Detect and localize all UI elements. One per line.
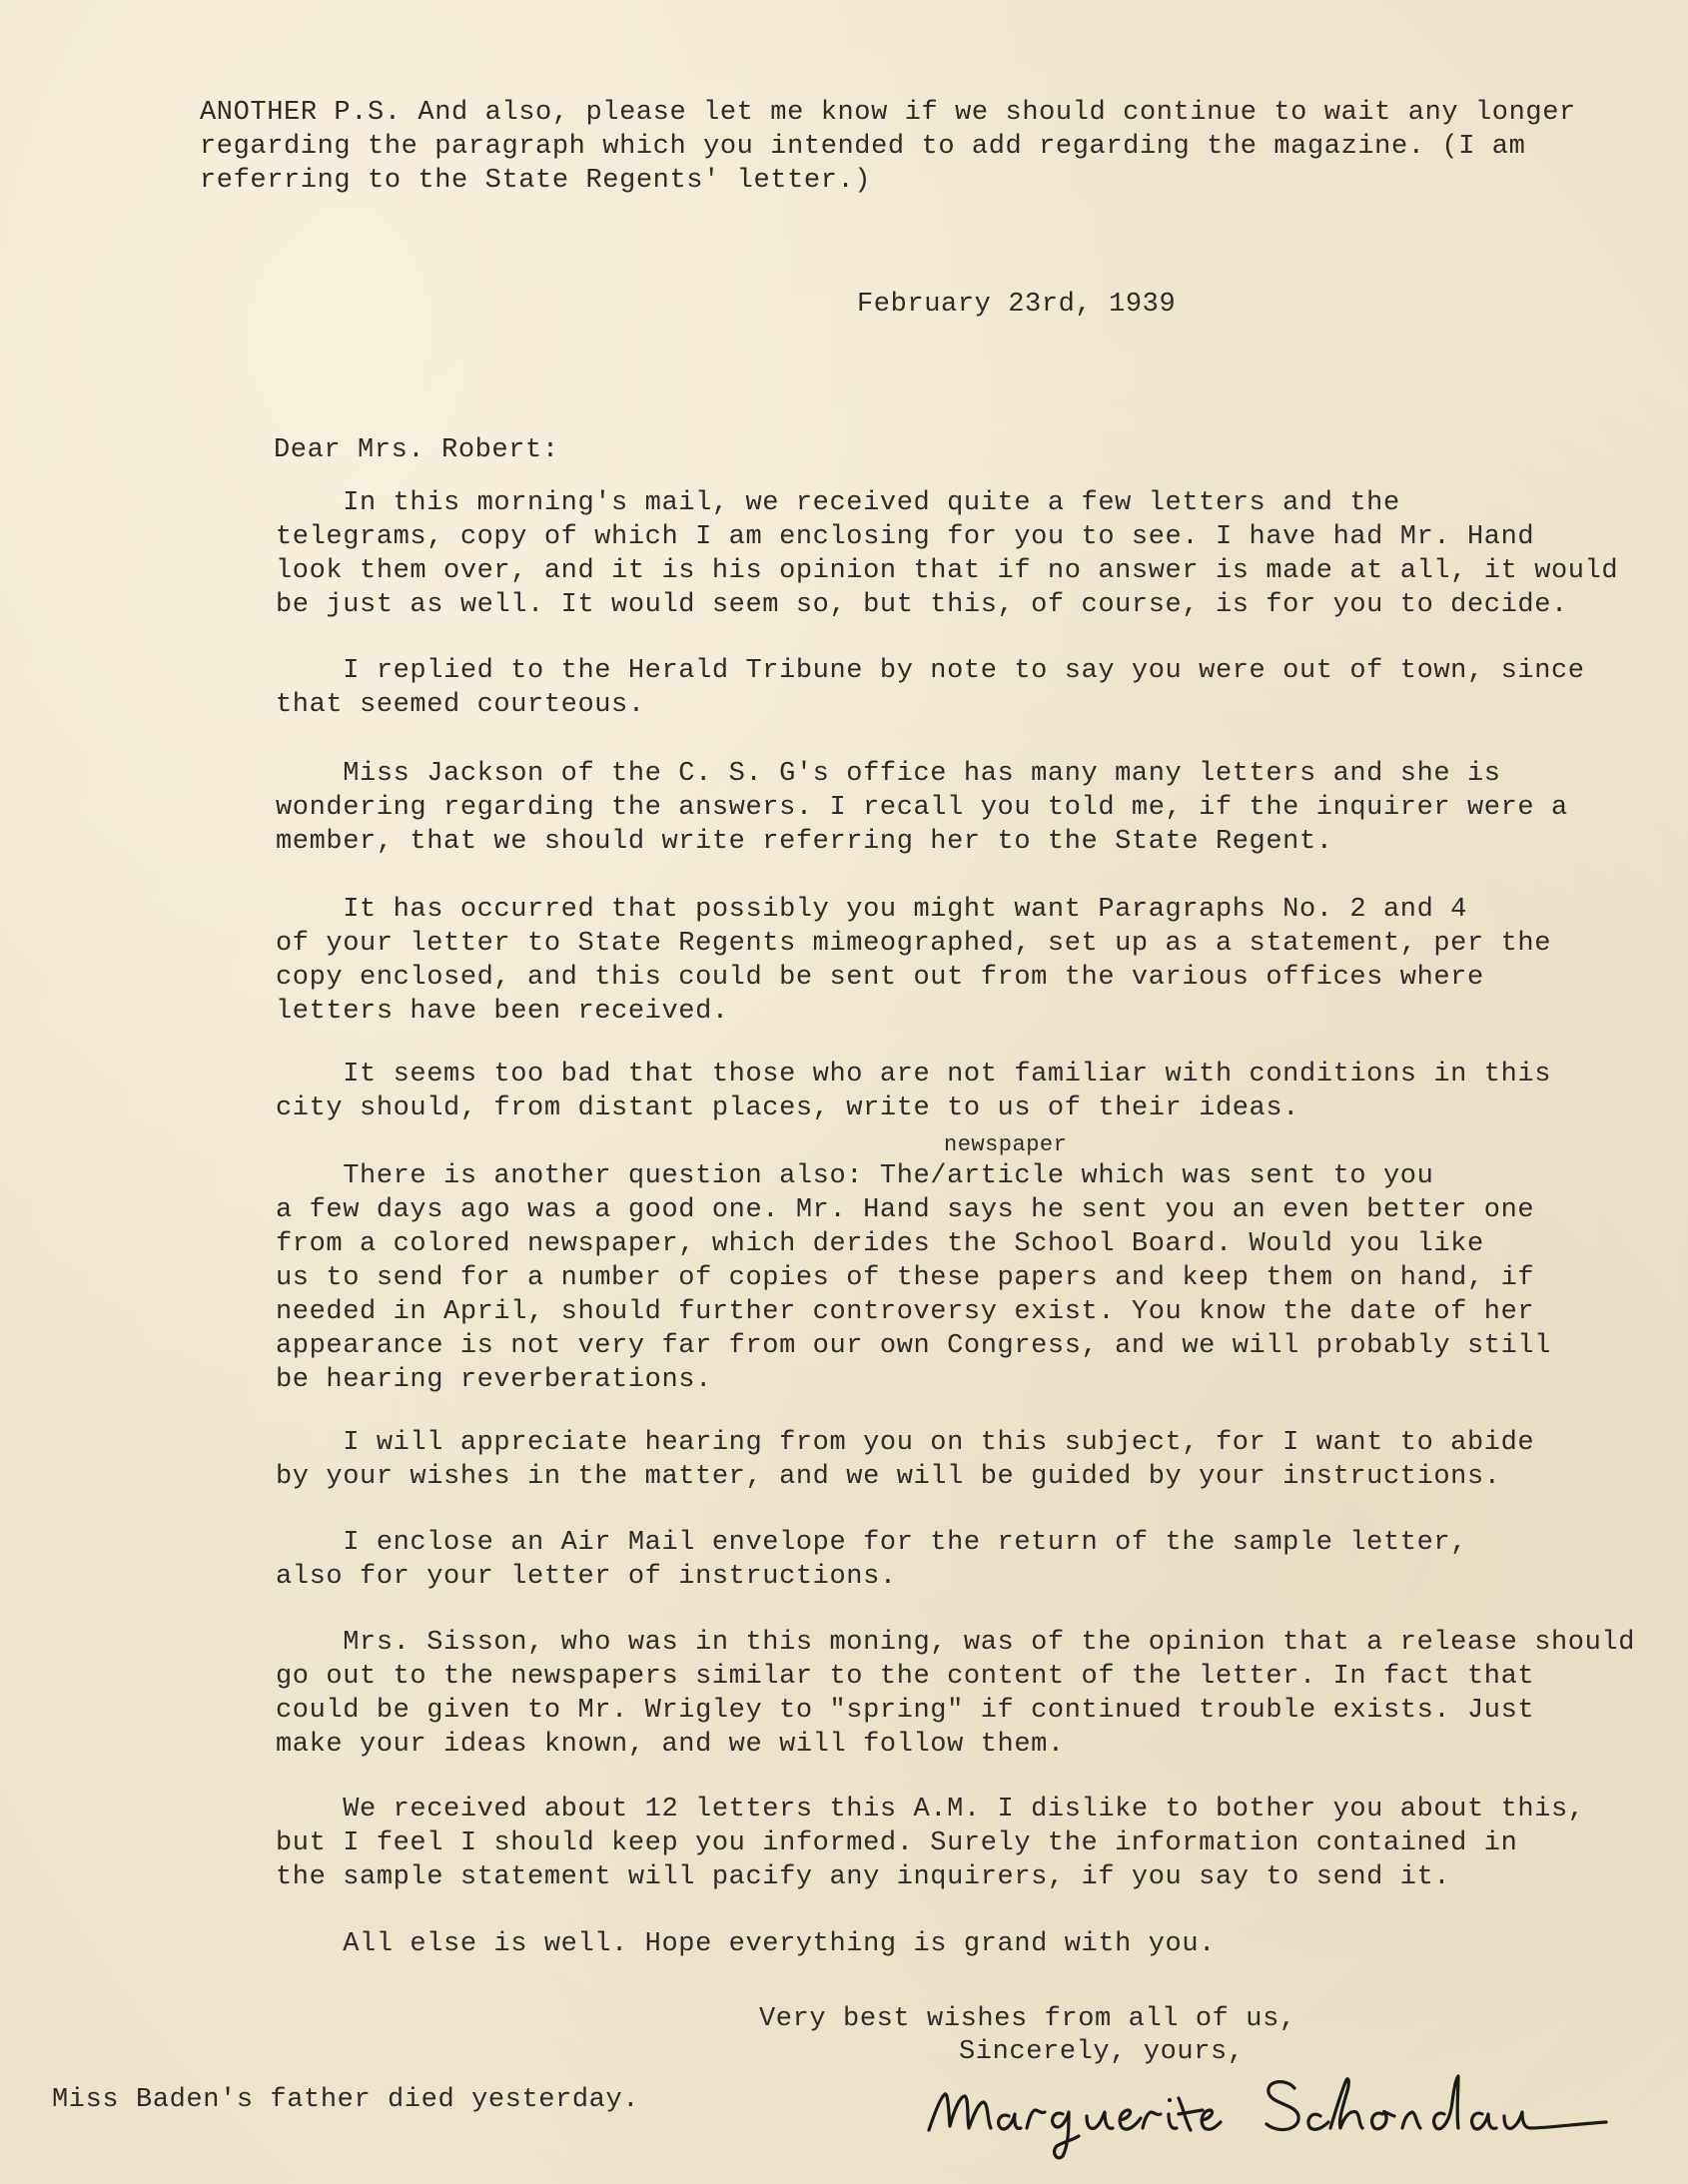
paragraph-line: Miss Jackson of the C. S. G's office has many many letters and she is [276,759,1501,789]
paragraph-line: needed in April, should further controversy exist. You know the date of her [276,1297,1535,1327]
paragraph-line: appearance is not very far from our own Congress, and we will probably still [276,1331,1551,1361]
paragraph-line: make your ideas known, and we will follow them. [276,1730,1065,1760]
closing-line: Very best wishes from all of us, [759,2004,1296,2034]
paragraph-line: It seems too bad that those who are not familiar with conditions in this [276,1060,1551,1090]
paragraph-line: of your letter to State Regents mimeographed, set up as a statement, per the [276,929,1551,959]
paragraph-line: wondering regarding the answers. I recall you told me, if the inquirer were a [276,793,1568,823]
paragraph-line: It has occurred that possibly you might want Paragraphs No. 2 and 4 [276,895,1467,925]
paragraph-line: from a colored newspaper, which derides the School Board. Would you like [276,1229,1484,1259]
paragraph-9 [276,1626,1635,1762]
salutation: Dear Mrs. Robert: [274,435,559,465]
paragraph-line: that seemed courteous. [276,690,645,720]
paragraph-line: member, that we should write referring her to the State Regent. [276,827,1333,857]
paragraph-line: In this morning's mail, we received quite a few letters and the [276,488,1400,518]
paragraph-line: could be given to Mr. Wrigley to "spring" if continued trouble exists. Just [276,1696,1535,1726]
paragraph-line: I replied to the Herald Tribune by note to say you were out of town, since [276,656,1585,686]
complimentary-close: Sincerely, yours, [959,2037,1245,2067]
paragraph-line: copy enclosed, and this could be sent out from the various offices where [276,963,1484,993]
paragraph-line: I will appreciate hearing from you on this subject, for I want to abide [276,1428,1535,1458]
paragraph-line: We received about 12 letters this A.M. I dislike to bother you about this, [276,1795,1585,1824]
paragraph-5 [276,1058,1551,1125]
paragraph-7 [276,1426,1534,1494]
paragraph-11 [276,1927,1216,1961]
paragraph-line: All else is well. Hope everything is grand with you. [276,1929,1216,1959]
paragraph-line: also for your letter of instructions. [276,1562,897,1592]
paragraph-1 [276,486,1618,622]
paragraph-line: the sample statement will pacify any inquirers, if you say to send it. [276,1862,1451,1892]
paragraph-line: Mrs. Sisson, who was in this moning, was of the opinion that a release should [276,1628,1636,1658]
paragraph-4 [276,893,1551,1029]
paragraph-6 [276,1159,1551,1397]
paragraph-line: but I feel I should keep you informed. Surely the information contained in [276,1828,1518,1858]
paragraph-line: I enclose an Air Mail envelope for the return of the sample letter, [276,1528,1467,1558]
paragraph-line: city should, from distant places, write to us of their ideas. [276,1093,1299,1123]
ps-line-1: ANOTHER P.S. And also, please let me know if we should continue to wait any longer [200,98,1576,128]
paragraph-line: a few days ago was a good one. Mr. Hand says he sent you an even better one [276,1195,1535,1225]
paragraph-10 [276,1793,1585,1894]
paragraph-line: us to send for a number of copies of these papers and keep them on hand, if [276,1263,1535,1293]
paragraph-line: go out to the newspapers similar to the content of the letter. In fact that [276,1662,1535,1692]
paragraph-line: by your wishes in the matter, and we will be guided by your instructions. [276,1462,1501,1492]
paragraph-line: letters have been received. [276,997,729,1027]
paragraph-line: telegrams, copy of which I am enclosing for you to see. I have had Mr. Hand [276,522,1535,552]
handwritten-signature [917,2052,1616,2162]
paragraph-2 [276,654,1585,722]
paragraph-line: be just as well. It would seem so, but this, of course, is for you to decide. [276,590,1568,620]
paragraph-line: There is another question also: The/article which was sent to you [276,1161,1434,1191]
handwritten-insert-word: newspaper [944,1132,1068,1157]
ps-line-3: referring to the State Regents' letter.) [200,166,872,196]
paragraph-8 [276,1526,1467,1594]
letter-date: February 23rd, 1939 [857,290,1177,320]
paragraph-3 [276,757,1568,859]
postscript-note: Miss Baden's father died yesterday. [52,2085,640,2115]
paragraph-line: be hearing reverberations. [276,1365,712,1395]
paragraph-line: look them over, and it is his opinion that if no answer is made at all, it would [276,556,1619,586]
ps-line-2: regarding the paragraph which you intended to add regarding the magazine. (I am [200,132,1526,162]
